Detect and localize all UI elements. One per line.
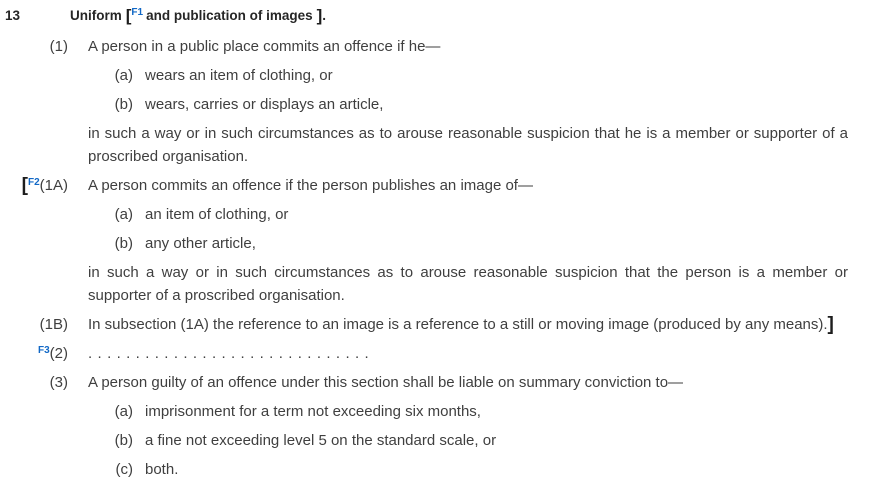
paragraph-3c bbox=[0, 458, 868, 481]
subsection-1B-marker: (1B) bbox=[39, 316, 68, 333]
subsection-1-marker: (1) bbox=[49, 38, 68, 55]
footnote-ref-F3[interactable]: F3 bbox=[37, 345, 50, 356]
subsection-1-closing-words bbox=[0, 122, 868, 168]
amendment-close-bracket: ] bbox=[316, 6, 323, 25]
paragraph-3a bbox=[0, 400, 868, 423]
paragraph-1a-text: wears an item of clothing, or bbox=[145, 67, 333, 84]
subsection-1B bbox=[0, 313, 868, 336]
subsection-1B-text: In subsection (1A) the reference to an image is a reference to a still or moving image (produced by any means).] bbox=[88, 314, 834, 335]
paragraph-3c-marker: (c) bbox=[115, 461, 133, 478]
section-heading-inserted-text: and publication of images bbox=[146, 8, 313, 23]
subsection-2-marker: (2) bbox=[49, 345, 68, 362]
subsection-1A-text: A person commits an offence if the person publishes an image of— bbox=[88, 177, 533, 194]
paragraph-3b-text: a fine not exceeding level 5 on the standard scale, or bbox=[145, 432, 497, 449]
section-heading bbox=[70, 6, 326, 26]
footnote-ref-F2[interactable]: F2 bbox=[27, 177, 40, 188]
paragraph-1a-marker: (a) bbox=[114, 67, 133, 84]
subsection-1A bbox=[0, 174, 868, 197]
subsection-3-marker: (3) bbox=[49, 374, 68, 391]
amendment-open-bracket: [ bbox=[125, 6, 132, 25]
paragraph-1a bbox=[0, 64, 868, 87]
subsection-3 bbox=[0, 371, 868, 394]
paragraph-1Ab bbox=[0, 232, 868, 255]
paragraph-3c-text: both. bbox=[145, 461, 179, 478]
subsection-2 bbox=[0, 342, 868, 365]
paragraph-1Aa-text: an item of clothing, or bbox=[145, 206, 289, 223]
paragraph-1b bbox=[0, 93, 868, 116]
paragraph-1Aa bbox=[0, 203, 868, 226]
footnote-ref-F1[interactable]: F1 bbox=[131, 7, 144, 18]
section-heading-row bbox=[0, 6, 868, 26]
section-number: 13 bbox=[5, 8, 21, 23]
paragraph-1Ab-marker: (b) bbox=[114, 235, 133, 252]
paragraph-1b-text: wears, carries or displays an article, bbox=[145, 96, 384, 113]
paragraph-1b-marker: (b) bbox=[114, 96, 133, 113]
paragraph-1Ab-text: any other article, bbox=[145, 235, 256, 252]
paragraph-3a-text: imprisonment for a term not exceeding six months, bbox=[145, 403, 481, 420]
paragraph-3a-marker: (a) bbox=[114, 403, 133, 420]
subsection-1 bbox=[0, 35, 868, 58]
subsection-1-closing-text: in such a way or in such circumstances as to arouse reasonable suspicion that he is a member or supporter of a proscribed organisation. bbox=[88, 125, 848, 165]
paragraph-3b bbox=[0, 429, 868, 452]
paragraph-1Aa-marker: (a) bbox=[114, 206, 133, 223]
subsection-1A-closing-words bbox=[0, 261, 868, 307]
heading-period: . bbox=[322, 8, 327, 23]
subsection-3-text: A person guilty of an offence under this section shall be liable on summary conviction to— bbox=[88, 374, 684, 391]
section-heading-title: Uniform bbox=[70, 8, 122, 23]
subsection-1A-closing-text: in such a way or in such circumstances as to arouse reasonable suspicion that the person is a member or supporter of a proscribed organisation. bbox=[88, 264, 848, 304]
subsection-2-omitted-text: . . . . . . . . . . . . . . . . . . . . . . . . . . . . . . bbox=[88, 345, 370, 362]
amendment-close-bracket: ] bbox=[827, 314, 834, 335]
amendment-open-bracket: [ bbox=[21, 175, 28, 196]
subsection-1-text: A person in a public place commits an offence if he— bbox=[88, 38, 441, 55]
paragraph-3b-marker: (b) bbox=[114, 432, 133, 449]
subsection-1A-marker: (1A) bbox=[39, 177, 68, 194]
